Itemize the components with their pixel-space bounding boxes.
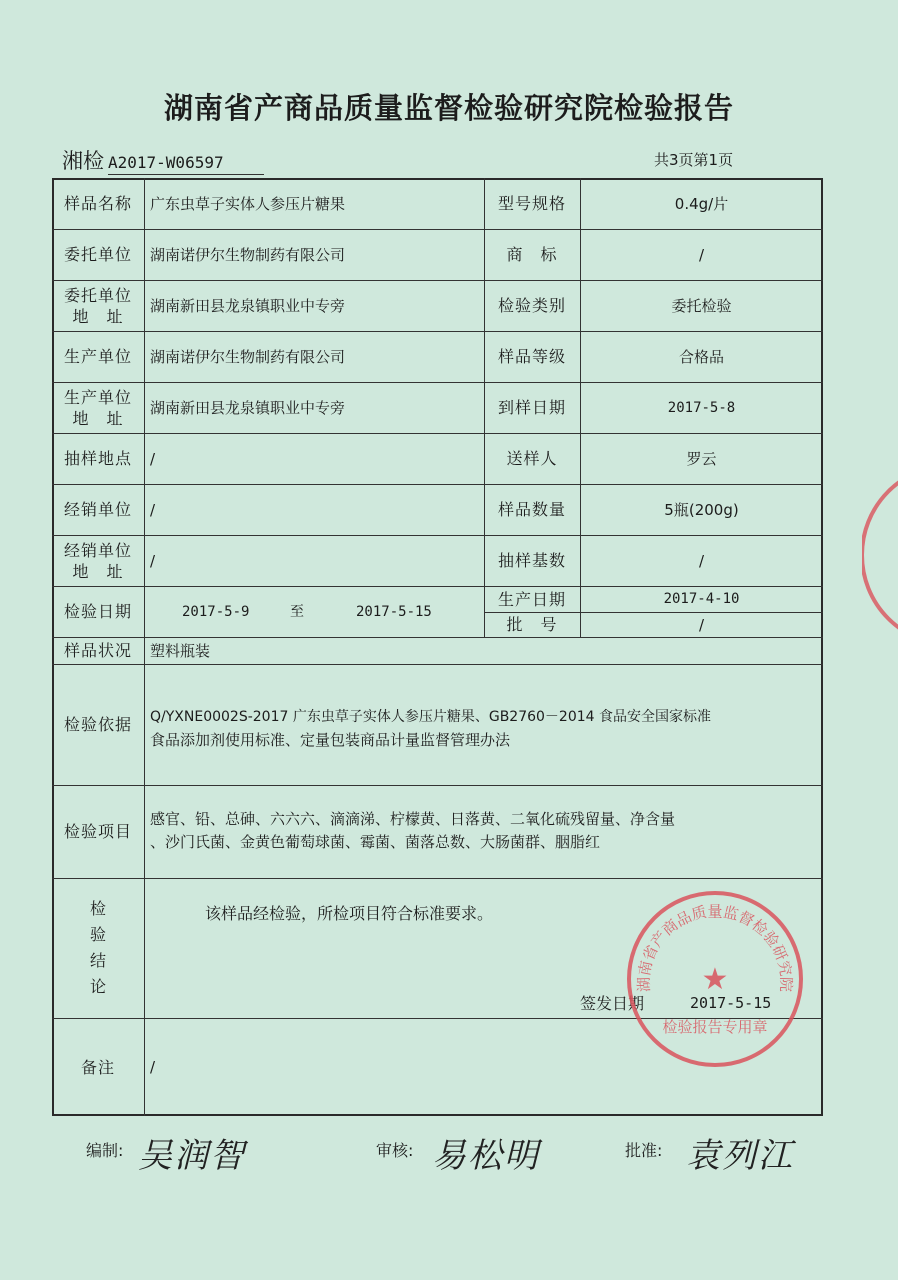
sample-quantity-label: 样品数量 [497,500,566,519]
reviewed-label: 审核: [376,1141,414,1160]
manufacturer-address-label-line2: 地 址 [72,408,124,428]
report-prefix: 湘检 [62,149,104,173]
inspection-date-to-word: 至 [290,603,304,620]
reviewed-signature: 易松明 [432,1136,540,1176]
trademark-label: 商 标 [506,245,558,264]
manufacturer-label: 生产单位 [63,347,132,366]
seal-bottom-text: 检验报告专用章 [662,1018,768,1036]
inspection-date-to: 2017-5-15 [356,603,432,620]
conclusion-label [52,896,144,1000]
page-info: 共3页第1页 [654,151,734,169]
batch-no-value: / [698,615,705,634]
remarks-label: 备注 [80,1057,115,1077]
client-value: 湖南诺伊尔生物制药有限公司 [150,245,346,264]
client-address-label-line2: 地 址 [72,306,124,326]
inspection-basis-line1: Q/YXNE0002S-2017 广东虫草子实体人参压片糖果、GB2760－2014 食品安全国家标准 [150,709,712,725]
distributor-address-label-line1: 经销单位 [63,540,132,560]
inspection-items-text [150,808,820,854]
conclusion-label-char-4: 论 [89,977,106,996]
sample-condition-value: 塑料瓶装 [150,641,211,660]
inspection-items-line1: 感官、铅、总砷、六六六、滴滴涕、柠檬黄、日落黄、二氧化硫残留量、净含量 [150,810,676,828]
compiled-signature: 吴润智 [138,1136,246,1176]
batch-no-label: 批 号 [506,615,558,634]
sample-grade-value: 合格品 [678,347,724,366]
issue-date-label: 签发日期 [580,994,645,1013]
manufacturer-value: 湖南诺伊尔生物制药有限公司 [150,347,346,366]
distributor-value: / [150,500,156,519]
distributor-address-label [52,535,144,586]
distributor-address-value: / [150,551,156,570]
distributor-address-label-line2: 地 址 [72,561,124,581]
inspection-items-line2: 、沙门氏菌、金黄色葡萄球菌、霉菌、菌落总数、大肠菌群、胭脂红 [150,833,601,851]
report-number [62,145,264,175]
sampling-place-label: 抽样地点 [63,449,132,468]
client-label: 委托单位 [63,245,132,264]
manufacturer-address-value: 湖南新田县龙泉镇职业中专旁 [150,398,346,417]
edge-seal-fragment [862,455,898,655]
sample-condition-label: 样品状况 [63,641,132,660]
official-seal [620,884,810,1074]
inspection-type-value: 委托检验 [671,296,732,315]
sampling-base-label: 抽样基数 [497,551,566,570]
seal-ring-text: 湖南省产商品质量监督检验研究院 [634,902,796,993]
client-address-label [52,280,144,331]
trademark-value: / [698,245,705,264]
inspection-basis-label: 检验依据 [63,715,132,734]
inspection-date-from: 2017-5-9 [182,603,250,620]
conclusion-text: 该样品经检验，所检项目符合标准要求。 [205,904,494,923]
manufacturer-address-label [52,382,144,433]
seal-star-icon: ★ [701,962,729,997]
approved-label: 批准: [625,1141,663,1160]
model-spec-label: 型号规格 [497,194,566,213]
inspection-basis-line2: 食品添加剂使用标准、定量包装商品计量监督管理办法 [150,731,511,749]
inspection-items-label: 检验项目 [63,822,132,841]
compiled-label: 编制: [86,1141,124,1160]
report-title: 湖南省产商品质量监督检验研究院检验报告 [163,91,734,125]
sampling-base-value: / [698,551,705,570]
sample-name-value: 广东虫草子实体人参压片糖果 [150,194,346,213]
issue-date-value: 2017-5-15 [690,994,772,1012]
inspection-type-label: 检验类别 [497,296,566,315]
sample-name-label: 样品名称 [63,194,132,213]
sender-label: 送样人 [506,449,558,468]
manufacturer-address-label-line1: 生产单位 [63,387,132,407]
report-number-value: A2017-W06597 [108,153,264,175]
production-date-label: 生产日期 [497,589,566,609]
inspection-date-label: 检验日期 [63,602,132,621]
conclusion-label-char-2: 验 [89,925,106,944]
conclusion-label-char-3: 结 [89,951,106,970]
distributor-label: 经销单位 [63,500,132,519]
sender-value: 罗云 [686,449,717,468]
arrival-date-label: 到样日期 [497,398,566,417]
sample-quantity-value: 5瓶(200g) [664,500,739,519]
production-date-value: 2017-4-10 [663,591,740,607]
arrival-date-value: 2017-5-8 [667,399,736,416]
sampling-place-value: / [150,449,156,468]
remarks-value: / [150,1058,156,1076]
client-address-label-line1: 委托单位 [63,285,132,305]
sample-grade-label: 样品等级 [497,347,566,366]
model-spec-value: 0.4g/片 [674,194,729,213]
conclusion-label-char-1: 检 [89,899,106,918]
approved-signature: 袁列江 [686,1136,794,1176]
client-address-value: 湖南新田县龙泉镇职业中专旁 [150,296,346,315]
inspection-basis-text [150,706,820,752]
